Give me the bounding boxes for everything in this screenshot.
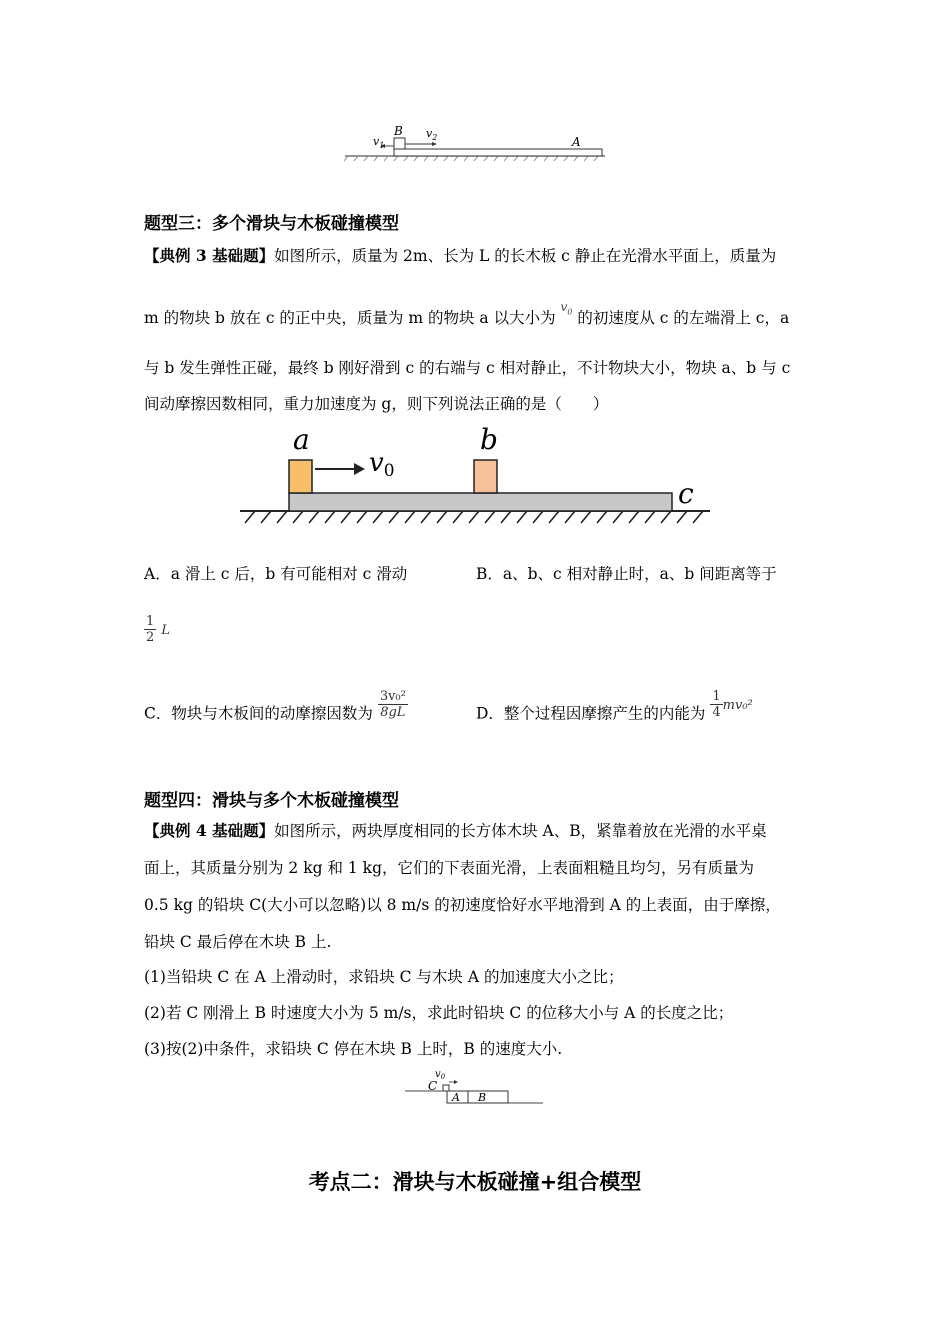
label-v0: $v_0$ bbox=[435, 1069, 446, 1081]
block-b bbox=[394, 138, 405, 149]
section-4-title: 题型四：滑块与多个木板碰撞模型 bbox=[144, 791, 399, 811]
block-b bbox=[474, 460, 497, 493]
example-4-line-1: 【典例 4 基础题】如图所示，两块厚度相同的长方体木块 A、B，紧靠着放在光滑的水平桌 bbox=[144, 821, 767, 840]
example-4-line-4: 铅块 C 最后停在木块 B 上. bbox=[144, 933, 332, 951]
label-b: B bbox=[478, 1091, 487, 1104]
block-a bbox=[289, 460, 312, 493]
example-3-text-2a: m 的物块 b 放在 c 的正中央，质量为 m 的物块 a 以大小为 bbox=[144, 309, 556, 327]
label-v0: v0 bbox=[369, 448, 395, 481]
option-d: D．整个过程因摩擦产生的内能为 $\frac{1}{4}$ $^{mv_0^2}$ bbox=[476, 689, 753, 723]
question-3: (3)按(2)中条件，求铅块 C 停在木块 B 上时，B 的速度大小. bbox=[144, 1040, 563, 1058]
option-c-fraction: $\frac{\text{3v₀²}}{8gL}$ bbox=[379, 689, 406, 720]
label-b: b bbox=[480, 425, 498, 456]
section-3-title: 题型三：多个滑块与木板碰撞模型 bbox=[144, 214, 399, 234]
option-d-fraction: $\frac{1}{4}$ bbox=[712, 689, 721, 720]
figure-abc bbox=[235, 425, 715, 530]
example-4-line-3: 0.5 kg 的铅块 C(大小可以忽略)以 8 m/s 的初速度恰好水平地滑到 A 的上表面，由于摩擦， bbox=[144, 896, 781, 914]
v0-inline: v0 bbox=[560, 300, 573, 317]
board-c bbox=[289, 493, 672, 511]
label-v1: $v_1$ bbox=[373, 135, 385, 150]
label-a: A bbox=[572, 135, 581, 149]
example-3-line-1 bbox=[144, 245, 776, 267]
point-2-title: 考点二：滑块与木板碰撞+组合模型 bbox=[308, 1170, 642, 1194]
figure-board-ab bbox=[340, 120, 610, 165]
label-b: B bbox=[394, 124, 403, 138]
option-c: C．物块与木板间的动摩擦因数为 $\frac{\text{3v₀²}}{8gL}$ bbox=[144, 689, 406, 723]
option-b-fraction: $\frac{1}{2}$ L bbox=[146, 614, 171, 645]
label-v2: $v_2$ bbox=[426, 127, 438, 142]
example-4-line-2: 面上，其质量分别为 2 kg 和 1 kg，它们的下表面光滑，上表面粗糙且均匀，另有质量为 bbox=[144, 859, 754, 877]
label-a: a bbox=[293, 425, 310, 456]
example-3-line-4: 间动摩擦因数相同，重力加速度为 g，则下列说法正确的是（ ） bbox=[144, 395, 609, 413]
block-b bbox=[468, 1091, 508, 1103]
example-4-tag: 【典例 4 基础题】 bbox=[144, 821, 275, 840]
board-a bbox=[394, 149, 602, 156]
question-2: (2)若 C 刚滑上 B 时速度大小为 5 m/s，求此时铅块 C 的位移大小与 A 的长度之比； bbox=[144, 1004, 734, 1022]
option-a: A．a 滑上 c 后，b 有可能相对 c 滑动 bbox=[144, 565, 408, 583]
example-3-line-3: 与 b 发生弹性正碰，最终 b 刚好滑到 c 的右端与 c 相对静止，不计物块大小，物块 a、b 与 c bbox=[144, 359, 791, 377]
example-3-text-1: 如图所示，质量为 2m、长为 L 的长木板 c 静止在光滑水平面上，质量为 bbox=[274, 247, 777, 265]
example-3-text-2b: 的初速度从 c 的左端滑上 c，a bbox=[577, 309, 790, 327]
example-3-line-2 bbox=[144, 300, 790, 335]
question-1: (1)当铅块 C 在 A 上滑动时，求铅块 C 与木块 A 的加速度大小之比； bbox=[144, 968, 624, 986]
label-a: A bbox=[452, 1091, 460, 1104]
figure-c-on-ab bbox=[400, 1064, 550, 1108]
label-c: C bbox=[428, 1079, 438, 1093]
example-3-tag: 【典例 3 基础题】 bbox=[144, 246, 275, 265]
option-b: B．a、b、c 相对静止时，a、b 间距离等于 bbox=[476, 565, 777, 583]
block-c bbox=[443, 1085, 449, 1091]
label-c: c bbox=[678, 477, 694, 510]
